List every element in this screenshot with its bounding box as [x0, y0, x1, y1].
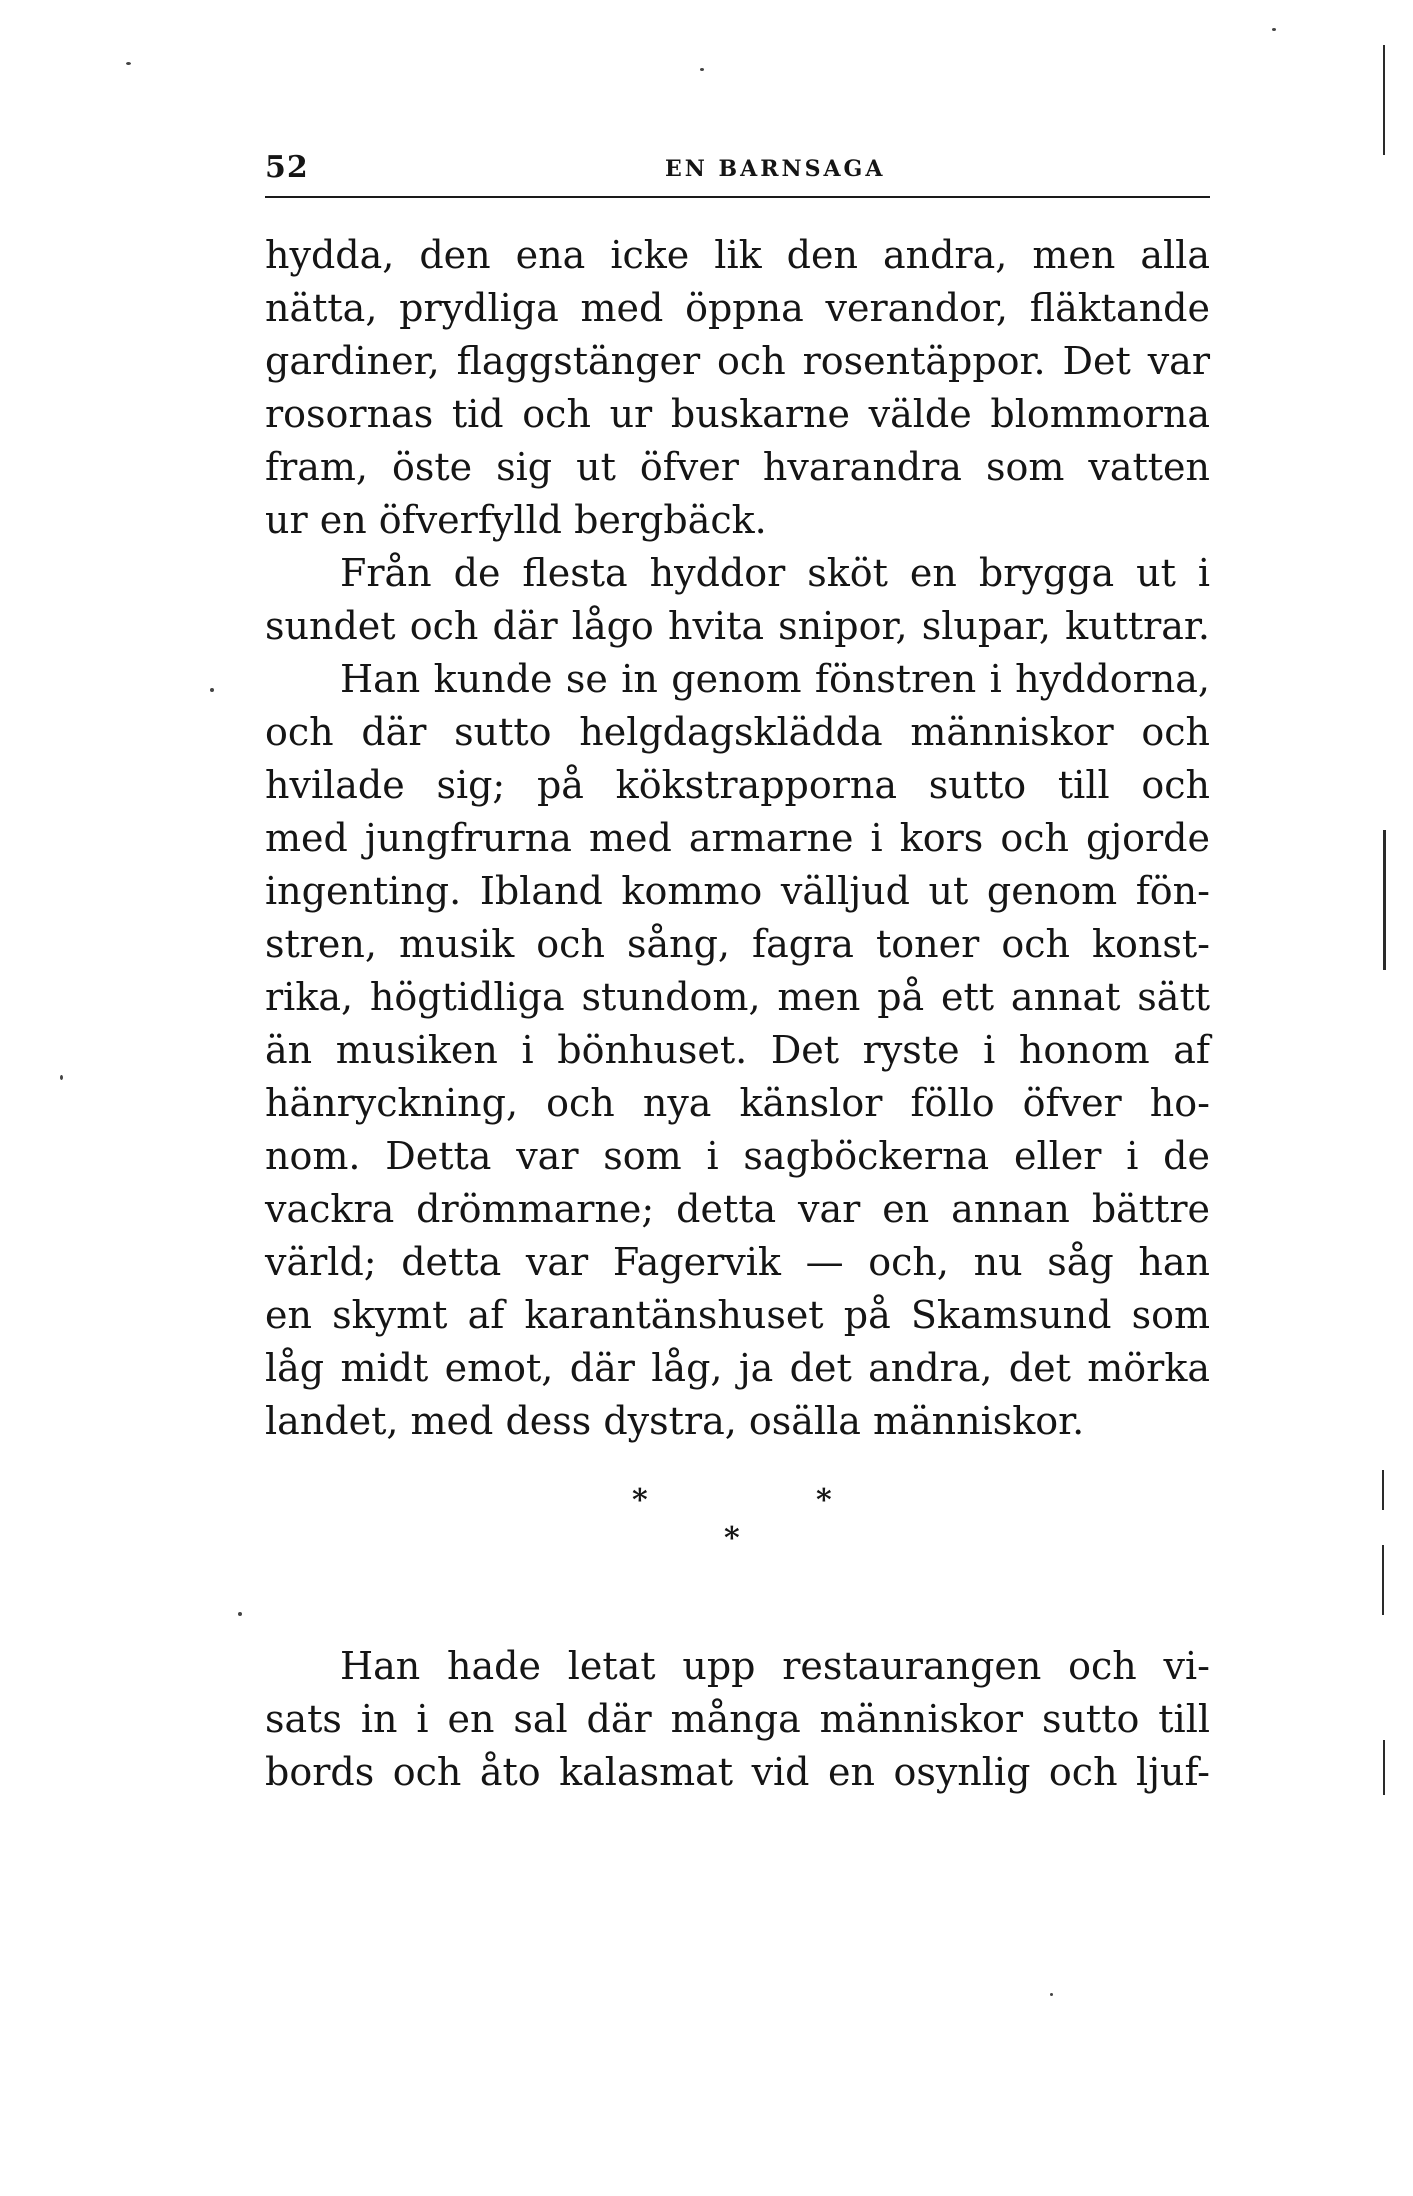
- scan-speck: [1272, 28, 1276, 31]
- text-line: bords och åto kalasmat vid en osynlig och ljuf-: [265, 1750, 1210, 1794]
- text-line: vackra drömmarne; detta var en annan bättre: [265, 1187, 1210, 1231]
- scan-edge-mark: [1383, 45, 1385, 155]
- text-line: landet, med dess dystra, osälla människor.: [265, 1399, 1085, 1443]
- text-line: Han kunde se in genom fönstren i hyddorna,: [340, 657, 1210, 701]
- text-line: fram, öste sig ut öfver hvarandra som vatten: [265, 445, 1210, 489]
- running-title: EN BARNSAGA: [665, 156, 886, 182]
- text-line: ingenting. Ibland kommo välljud ut genom fön-: [265, 869, 1210, 913]
- text-block-lower: [265, 1640, 1210, 1799]
- text-line: än musiken i bönhuset. Det ryste i honom af: [265, 1028, 1210, 1072]
- text-line: nätta, prydliga med öppna verandor, fläktande: [265, 286, 1210, 330]
- text-line: Han hade letat upp restaurangen och vi-: [340, 1644, 1210, 1688]
- page-number: 52: [265, 150, 309, 185]
- scan-speck: [126, 62, 131, 65]
- text-line: gardiner, flaggstänger och rosentäppor. Det var: [265, 339, 1210, 383]
- text-line: stren, musik och sång, fagra toner och konst-: [265, 922, 1210, 966]
- running-head: [265, 150, 1210, 198]
- text-line: ur en öfverfylld bergbäck.: [265, 498, 767, 542]
- text-line: värld; detta var Fagervik — och, nu såg han: [265, 1240, 1210, 1284]
- text-line: och där sutto helgdagsklädda människor och: [265, 710, 1210, 754]
- asterisk: *: [724, 1521, 740, 1556]
- text-line: sats in i en sal där många människor sutto till: [265, 1697, 1210, 1741]
- text-line: låg midt emot, där låg, ja det andra, det mörka: [265, 1346, 1210, 1390]
- text-line: rika, högtidliga stundom, men på ett annat sätt: [265, 975, 1210, 1019]
- scan-speck: [238, 1612, 242, 1616]
- text-block-upper: [265, 229, 1210, 1448]
- scan-edge-mark: [1383, 830, 1386, 970]
- text-line: sundet och där lågo hvita snipor, slupar, kuttrar.: [265, 604, 1210, 648]
- scan-speck: [700, 68, 704, 71]
- scan-edge-mark: [1382, 1470, 1384, 1510]
- text-line: rosornas tid och ur buskarne välde blommorna: [265, 392, 1210, 436]
- asterisk: *: [816, 1483, 832, 1518]
- text-line: en skymt af karantänshuset på Skamsund som: [265, 1293, 1210, 1337]
- text-line: hänryckning, och nya känslor föllo öfver ho-: [265, 1081, 1210, 1125]
- asterisk: *: [632, 1483, 648, 1518]
- scan-edge-mark: [1382, 1545, 1384, 1615]
- text-line: hydda, den ena icke lik den andra, men alla: [265, 233, 1210, 277]
- text-line: med jungfrurna med armarne i kors och gjorde: [265, 816, 1210, 860]
- text-line: nom. Detta var som i sagböckerna eller i de: [265, 1134, 1210, 1178]
- scan-speck: [60, 1075, 63, 1080]
- scan-edge-mark: [1383, 1740, 1385, 1795]
- scan-speck: [210, 688, 214, 692]
- scan-speck: [1050, 1993, 1053, 1996]
- text-line: Från de flesta hyddor sköt en brygga ut i: [340, 551, 1210, 595]
- text-line: hvilade sig; på kökstrapporna sutto till och: [265, 763, 1210, 807]
